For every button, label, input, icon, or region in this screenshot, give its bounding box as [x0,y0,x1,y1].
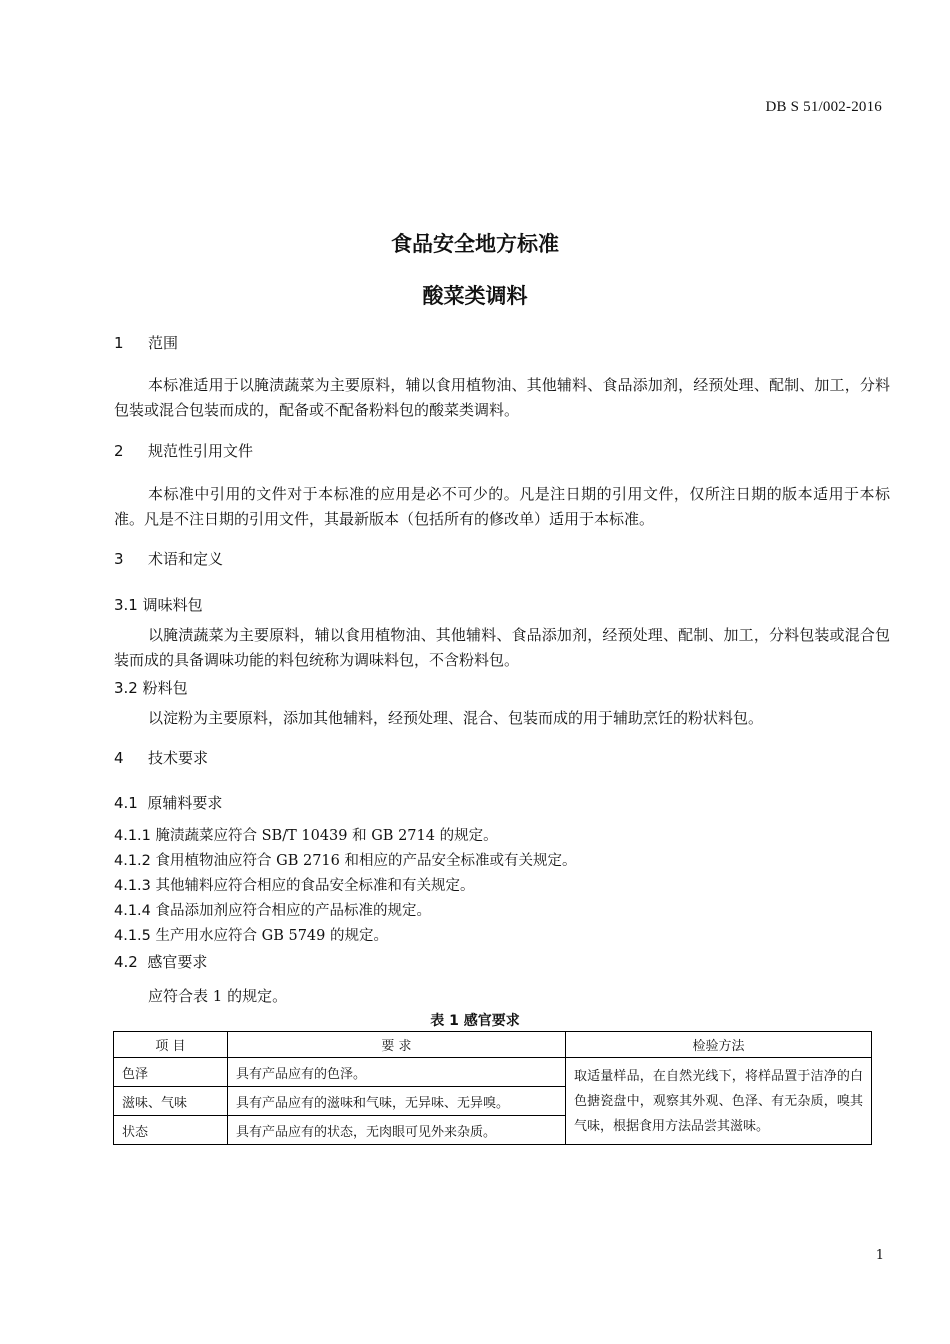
table-header-row [114,1032,872,1058]
row-requirement: 具有产品应有的色泽。 [228,1058,566,1087]
section-3-2-body: 以淀粉为主要原料，添加其他辅料，经预处理、混合、包装而成的用于辅助烹饪的粉状料包。 [148,709,764,727]
section-3-heading [114,548,890,569]
requirement-4-1-5 [114,926,890,946]
section-title: 术语和定义 [148,550,224,568]
clause-number: 4.1.3 [114,878,151,894]
section-2-body: 本标准中引用的文件对于本标准的应用是必不可少的。凡是注日期的引用文件，仅所注日期的版本适用于本标准。凡是不注日期的引用文件，其最新版本（包括所有的修改单）适用于本标准。 [114,485,890,528]
clause-text: 腌渍蔬菜应符合 SB/T 10439 和 GB 2714 的规定。 [155,828,498,844]
section-4-heading [114,747,890,768]
sensory-requirements-table [113,1031,872,1145]
clause-text: 食用植物油应符合 GB 2716 和相应的产品安全标准或有关规定。 [155,853,577,869]
column-header-item: 项 目 [114,1032,228,1058]
inspection-method: 取适量样品，在自然光线下，将样品置于洁净的白色搪瓷盘中，观察其外观、色泽、有无杂质，嗅其气味，根据食用方法品尝其滋味。 [566,1058,872,1145]
requirement-4-1-3 [114,876,890,896]
clause-number: 4.1.1 [114,828,151,844]
row-requirement: 具有产品应有的滋味和气味，无异味、无异嗅。 [228,1087,566,1116]
column-header-requirement: 要 求 [228,1032,566,1058]
row-item: 滋味、气味 [114,1087,228,1116]
requirement-4-1-2 [114,851,890,871]
clause-text: 食品添加剂应符合相应的产品标准的规定。 [155,903,432,919]
section-3-1-body: 以腌渍蔬菜为主要原料，辅以食用植物油、其他辅料、食品添加剂，经预处理、配制、加工，分料包装或混合包装而成的具备调味功能的料包统称为调味料包，不含粉料包。 [114,626,890,669]
section-number: 4 [114,749,124,767]
subsection-title: 原辅料要求 [147,794,223,812]
clause-text: 生产用水应符合 GB 5749 的规定。 [155,928,388,944]
standard-code: DB S 51/002-2016 [765,99,882,115]
section-number: 2 [114,442,124,460]
requirement-4-1-4 [114,901,890,921]
row-item: 色泽 [114,1058,228,1087]
section-2-heading [114,440,890,461]
document-subtitle: 酸菜类调料 [422,284,528,308]
section-3-1-heading [114,594,890,615]
subsection-number: 3.1 [114,596,138,614]
table-caption: 表 1 感官要求 [430,1013,520,1029]
subsection-number: 3.2 [114,679,138,697]
subsection-number: 4.1 [114,794,138,812]
section-4-1-heading [114,792,890,813]
section-1-body: 本标准适用于以腌渍蔬菜为主要原料，辅以食用植物油、其他辅料、食品添加剂，经预处理、配制、加工，分料包装或混合包装而成的，配备或不配备粉料包的酸菜类调料。 [114,376,890,419]
section-title: 规范性引用文件 [148,442,254,460]
section-4-2-body: 应符合表 1 的规定。 [148,987,288,1005]
section-title: 范围 [148,334,179,352]
section-number: 1 [114,334,124,352]
clause-number: 4.1.5 [114,928,151,944]
document-title: 食品安全地方标准 [391,232,559,256]
clause-number: 4.1.2 [114,853,151,869]
row-item: 状态 [114,1116,228,1145]
subsection-title: 粉料包 [142,679,188,697]
section-1-heading [114,332,890,353]
column-header-method: 检验方法 [566,1032,872,1058]
clause-text: 其他辅料应符合相应的食品安全标准和有关规定。 [155,878,475,894]
subsection-number: 4.2 [114,953,138,971]
section-number: 3 [114,550,124,568]
table-row [114,1058,872,1087]
section-title: 技术要求 [148,749,209,767]
section-4-2-heading [114,951,890,972]
section-3-2-heading [114,677,890,698]
subsection-title: 感官要求 [147,953,208,971]
clause-number: 4.1.4 [114,903,151,919]
requirement-4-1-1 [114,826,890,846]
subsection-title: 调味料包 [142,596,203,614]
row-requirement: 具有产品应有的状态，无肉眼可见外来杂质。 [228,1116,566,1145]
page-number: 1 [875,1248,884,1263]
